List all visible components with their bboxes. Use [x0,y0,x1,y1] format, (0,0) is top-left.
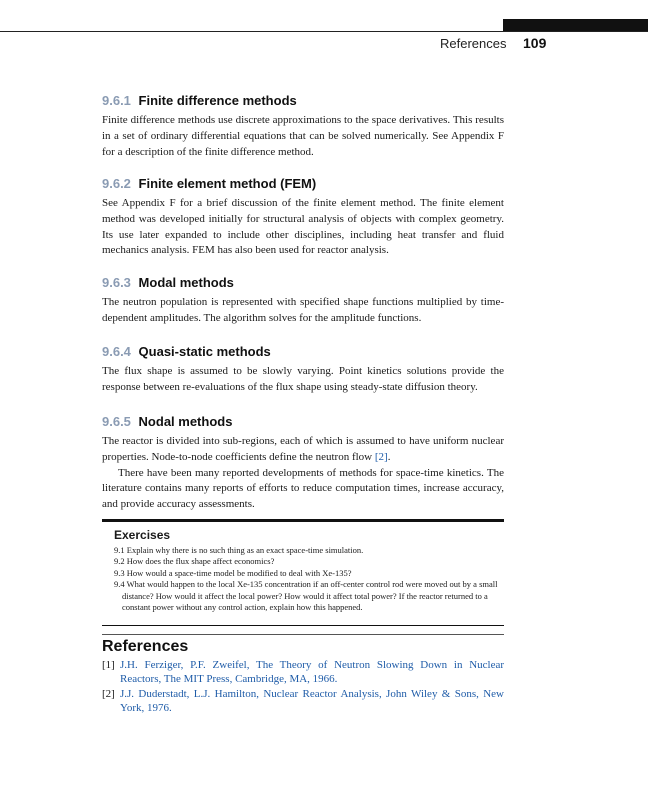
section-number: 9.6.1 [102,93,131,108]
section-heading [102,176,504,191]
paragraph-text: . [387,450,391,463]
header-rule [0,31,648,32]
exercise-item: 9.4 What would happen to the local Xe-135 concentration if an off-center control rod were moved out by a small distance? How would it affect the local power? How would it affect total power? If the reactor returned to a constant power without any control action, explain how this happened. [114,579,498,613]
section-modal-methods [102,275,504,327]
reference-link[interactable]: J.H. Ferziger, P.F. Zweifel, The Theory of Neutron Slowing Down in Nuclear Reactors, The MIT Press, Cambridge, MA, 1966. [120,659,504,685]
section-paragraph: Finite difference methods use discrete approximations to the space derivatives. This results in a set of ordinary differential equations that can be solved numerically. See Appendix F for a description of the finite difference method. [102,114,504,158]
exercises-list [114,545,504,613]
section-title: Finite element method (FEM) [138,176,317,191]
section-paragraph: The neutron population is represented with specified shape functions multiplied by time-dependent amplitudes. The algorithm solves for the amplitude functions. [102,296,504,324]
section-nodal-methods [102,414,504,513]
section-paragraph [102,434,504,466]
section-finite-element [102,176,504,259]
section-title: Modal methods [138,275,234,290]
reference-label: [2] [102,688,115,700]
exercise-item: 9.1 Explain why there is no such thing as an exact space-time simulation. [114,545,364,555]
section-heading [102,275,504,290]
reference-item [102,687,504,715]
section-quasi-static [102,344,504,396]
exercises-box [102,519,504,626]
section-title: Quasi-static methods [138,344,271,359]
section-title: Finite difference methods [138,93,297,108]
section-paragraph: The flux shape is assumed to be slowly varying. Point kinetics solutions provide the response between re-evaluations of the flux shape using steady-state diffusion theory. [102,365,504,393]
reference-item [102,658,504,686]
section-number: 9.6.2 [102,176,131,191]
references-list [102,658,504,716]
references-title: References [102,638,189,655]
exercise-item: 9.3 How would a space-time model be modified to deal with Xe-135? [114,567,352,578]
section-heading [102,344,504,359]
reference-label: [1] [102,659,115,671]
exercises-title: Exercises [114,528,171,542]
section-paragraph: See Appendix F for a brief discussion of the finite element method. The finite element method was developed initially for structural analysis of objects with complex geometry. Its use later expanded to include other disciplines, including heat transfer and fluid mechanics analysis. FEM has also been used for reactor analysis. [102,197,504,257]
section-number: 9.6.4 [102,344,131,359]
section-number: 9.6.5 [102,414,131,429]
section-title: Nodal methods [138,414,233,429]
section-heading [102,93,504,108]
section-heading [102,414,504,429]
section-finite-difference [102,93,504,160]
references-rule [102,634,504,635]
page-number: 109 [523,35,547,51]
paragraph-text: The reactor is divided into sub-regions, each of which is assumed to have uniform nuclear properties. Node-to-node coefficients define the neutron flow [102,435,504,463]
running-title: References [440,36,507,51]
citation-link[interactable]: [2] [374,450,388,463]
section-paragraph: There have been many reported developments of methods for space-time kinetics. The literature contains many reports of efforts to reduce computation times, increase accuracy, and provide accuracy assessments. [102,466,504,511]
reference-link[interactable]: J.J. Duderstadt, L.J. Hamilton, Nuclear Reactor Analysis, John Wiley & Sons, New York, 1976. [120,688,504,714]
exercise-item: 9.2 How does the flux shape affect economics? [114,556,275,567]
section-number: 9.6.3 [102,275,131,290]
header-bar [503,19,648,31]
